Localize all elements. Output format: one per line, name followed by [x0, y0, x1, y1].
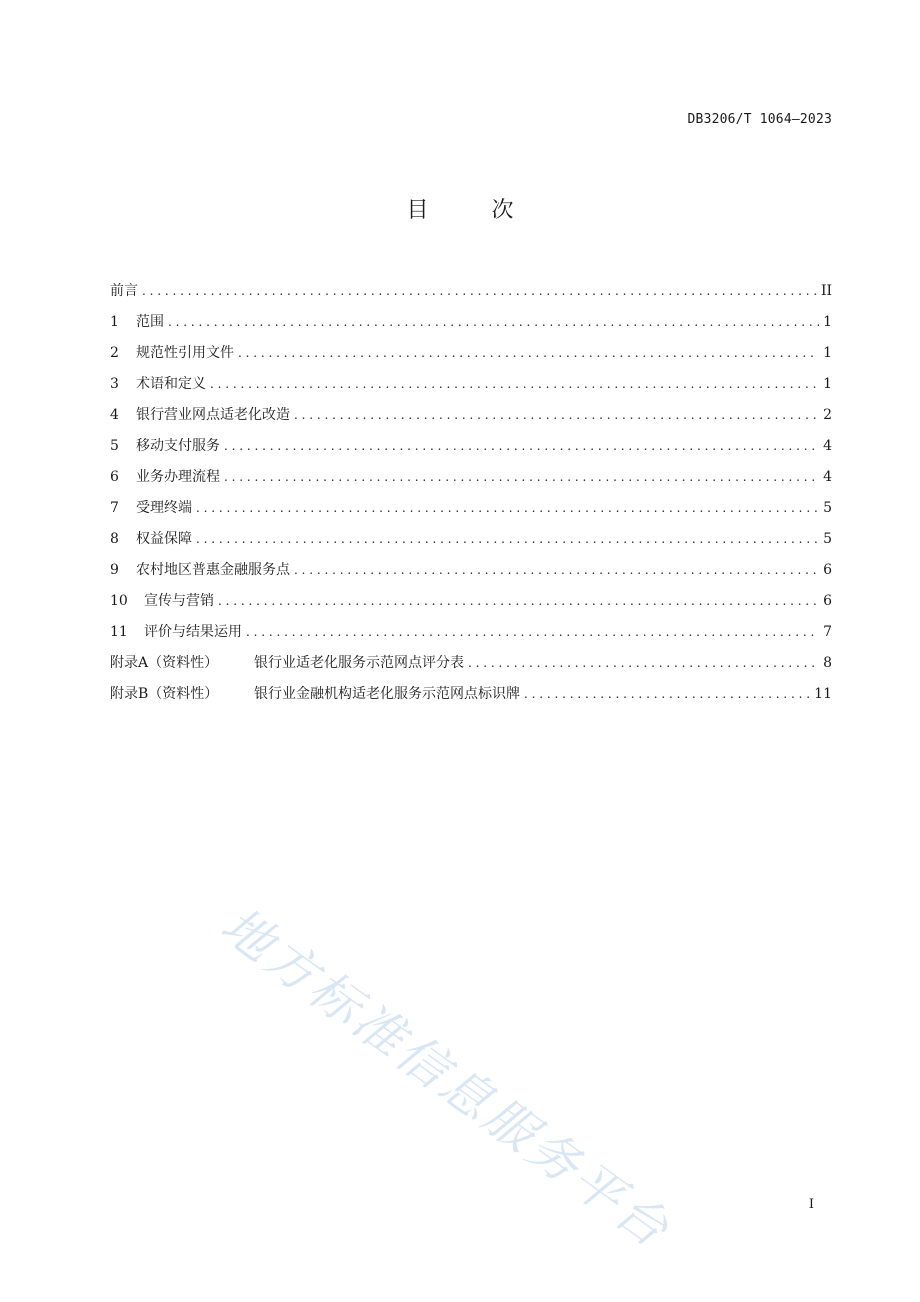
- toc-dot-leader: [224, 436, 819, 456]
- toc-dot-leader: [168, 312, 819, 332]
- toc-entry-page: 4: [823, 469, 832, 485]
- toc-entry-title: 术语和定义: [136, 376, 206, 392]
- toc-dot-leader: [294, 405, 819, 425]
- toc-entry-number: 4: [110, 407, 119, 423]
- toc-entry-page: II: [820, 283, 832, 299]
- toc-entry-title: 银行业适老化服务示范网点评分表: [254, 655, 464, 671]
- toc-entry-title: 银行营业网点适老化改造: [136, 407, 290, 423]
- toc-entry-title: 规范性引用文件: [136, 345, 234, 361]
- toc-entry-page: 1: [823, 314, 832, 330]
- toc-entry-number: 附录B（资料性）: [110, 686, 219, 702]
- toc-entry-number: 10: [110, 593, 128, 609]
- toc-dot-leader: [196, 498, 819, 518]
- table-of-contents: [110, 281, 832, 715]
- toc-entry-page: 5: [823, 500, 832, 516]
- toc-entry-page: 6: [823, 593, 832, 609]
- toc-entry-title: 宣传与营销: [144, 593, 214, 609]
- toc-entry-title: 受理终端: [136, 500, 192, 516]
- toc-entry-6[interactable]: [110, 467, 832, 498]
- toc-entry-appendix-a[interactable]: [110, 653, 832, 684]
- standard-number: DB3206/T 1064—2023: [687, 112, 832, 127]
- toc-entry-page: 8: [823, 655, 832, 671]
- toc-title: 目 次: [406, 198, 542, 223]
- toc-dot-leader: [524, 684, 810, 704]
- toc-entry-number: 9: [110, 562, 119, 578]
- toc-dot-leader: [224, 467, 819, 487]
- toc-dot-leader: [468, 653, 819, 673]
- toc-entry-10[interactable]: [110, 591, 832, 622]
- toc-dot-leader: [218, 591, 819, 611]
- toc-entry-title: 评价与结果运用: [144, 624, 242, 640]
- toc-entry-11[interactable]: [110, 622, 832, 653]
- toc-entry-4[interactable]: [110, 405, 832, 436]
- toc-entry-number: 附录A（资料性）: [110, 655, 219, 671]
- toc-dot-leader: [294, 560, 819, 580]
- toc-dot-leader: [246, 622, 819, 642]
- toc-entry-title: 银行业金融机构适老化服务示范网点标识牌: [254, 686, 520, 702]
- toc-entry-page: 4: [823, 438, 832, 454]
- toc-dot-leader: [196, 529, 819, 549]
- toc-entry-title: 移动支付服务: [136, 438, 220, 454]
- toc-entry-5[interactable]: [110, 436, 832, 467]
- toc-entry-8[interactable]: [110, 529, 832, 560]
- toc-entry-title: 范围: [136, 314, 164, 330]
- toc-entry-3[interactable]: [110, 374, 832, 405]
- toc-entry-2[interactable]: [110, 343, 832, 374]
- toc-entry-number: 7: [110, 500, 119, 516]
- toc-entry-page: 5: [823, 531, 832, 547]
- toc-entry-page: 6: [823, 562, 832, 578]
- toc-entry-title: 业务办理流程: [136, 469, 220, 485]
- toc-entry-number: 2: [110, 345, 119, 361]
- toc-entry-page: 1: [823, 376, 832, 392]
- toc-entry-foreword[interactable]: [110, 281, 832, 312]
- toc-entry-page: 11: [814, 686, 832, 702]
- toc-entry-page: 1: [823, 345, 832, 361]
- toc-entry-number: 3: [110, 376, 119, 392]
- toc-entry-page: 7: [823, 624, 832, 640]
- toc-entry-number: 6: [110, 469, 119, 485]
- toc-entry-title: 农村地区普惠金融服务点: [136, 562, 290, 578]
- toc-entry-title: 权益保障: [136, 531, 192, 547]
- toc-entry-1[interactable]: [110, 312, 832, 343]
- watermark: 地方标准信息服务平台: [210, 895, 682, 1261]
- toc-entry-appendix-b[interactable]: [110, 684, 832, 715]
- page-number: I: [808, 1197, 814, 1212]
- toc-entry-9[interactable]: [110, 560, 832, 591]
- toc-entry-number: 5: [110, 438, 119, 454]
- toc-entry-number: 8: [110, 531, 119, 547]
- toc-dot-leader: [142, 281, 817, 301]
- toc-dot-leader: [238, 343, 819, 363]
- toc-entry-7[interactable]: [110, 498, 832, 529]
- toc-entry-page: 2: [823, 407, 832, 423]
- toc-entry-number: 11: [110, 624, 128, 640]
- toc-entry-title: 前言: [110, 283, 138, 299]
- toc-dot-leader: [210, 374, 819, 394]
- toc-entry-number: 1: [110, 314, 119, 330]
